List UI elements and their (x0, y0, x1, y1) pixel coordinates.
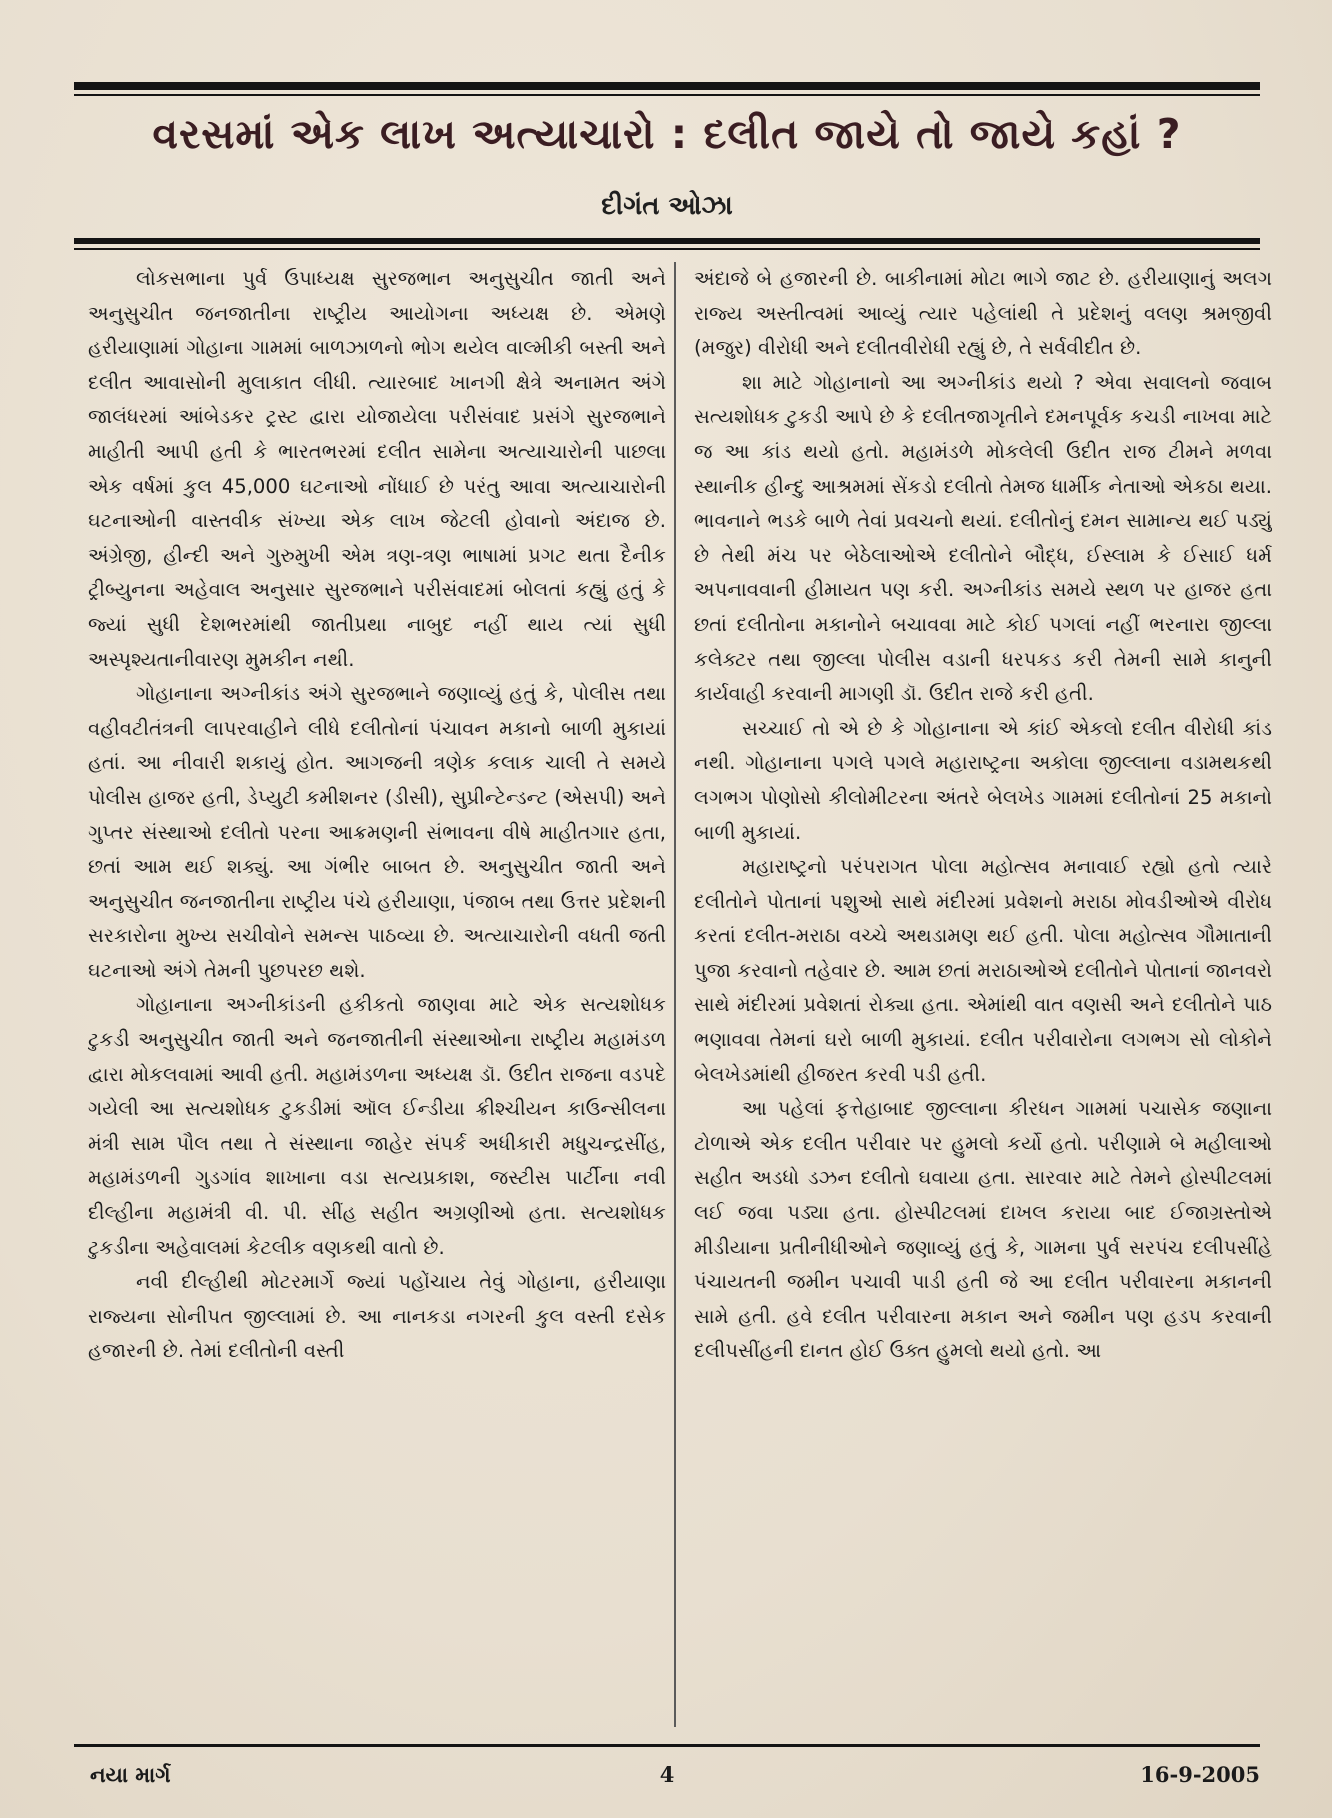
bottom-rule (74, 1744, 1260, 1747)
publication-name: નયા માર્ગ (90, 1763, 171, 1787)
mid-rule-thin (74, 248, 1260, 250)
mid-rule-thick (74, 238, 1260, 244)
right-column (694, 262, 1272, 1727)
issue-date: 16-9-2005 (1140, 1762, 1260, 1787)
paragraph: મહારાષ્ટ્રનો પરંપરાગત પોલા મહોત્સવ મનાવાઈ રહ્યો હતો ત્યારે દલીતોને પોતાનાં પશુઓ સાથે મંદીરમાં પ્રવેશનો મરાઠા મોવડીઓએ વીરોધ કરતાં દલીત-મરાઠા વચ્ચે અથડામણ થઈ હતી. પોલા મહોત્સવ ગૌમાતાની પુજા કરવાનો તહેવાર છે. આમ છતાં મરાઠાઓએ દલીતોને પોતાનાં જાનવરો સાથે મંદીરમાં પ્રવેશતાં રોક્યા હતા. એમાંથી વાત વણસી અને દલીતોને પાઠ ભણાવવા તેમનાં ઘરો બાળી મુકાયાં. દલીત પરીવારોના લગભગ સો લોકોને બેલખેડમાંથી હીજરત કરવી પડી હતી. (694, 855, 1272, 1086)
page-footer (74, 1755, 1260, 1795)
left-column (88, 262, 666, 1727)
paragraph: લોકસભાના પુર્વ ઉપાધ્યક્ષ સુરજભાન અનુસુચીત જાતી અને અનુસુચીત જનજાતીના રાષ્ટ્રીય આયોગના અધ્યક્ષ છે. એમણે હરીયાણામાં ગોહાના ગામમાં બાળઝાળનો ભોગ થયેલ વાલ્મીકી બસ્તી અને દલીત આવાસોની મુલાકાત લીધી. ત્યારબાદ ખાનગી ક્ષેત્રે અનામત અંગે જાલંધરમાં આંબેડકર ટ્રસ્ટ દ્વારા યોજાયેલા પરીસંવાદ પ્રસંગે સુરજભાને માહીતી આપી હતી કે ભારતભરમાં દલીત સામેના અત્યાચારોની પાછલા એક વર્ષમાં કુલ 45,000 ઘટનાઓ નોંધાઈ છે પરંતુ આવા અત્યાચારોની ઘટનાઓની વાસ્તવીક સંખ્યા એક લાખ જેટલી હોવાનો અંદાજ છે. અંગ્રેજી, હીન્દી અને ગુરુમુખી એમ ત્રણ-ત્રણ ભાષામાં પ્રગટ થતા દૈનીક ટ્રીબ્યુનના અહેવાલ અનુસાર સુરજભાને પરીસંવાદમાં બોલતાં કહ્યું હતું કે જ્યાં સુધી દેશભરમાંથી જાતીપ્રથા નાબુદ નહીં થાય ત્યાં સુધી અસ્પૃશ્યતાનીવારણ મુમકીન નથી. (88, 267, 666, 671)
paragraph: ગોહાનાના અગ્નીકાંડની હકીકતો જાણવા માટે એક સત્યશોધક ટુકડી અનુસુચીત જાતી અને જનજાતીની સંસ્થાઓના રાષ્ટ્રીય મહામંડળ દ્વારા મોકલવામાં આવી હતી. મહામંડળના અધ્યક્ષ ડૉ. ઉદીત રાજના વડપદે ગયેલી આ સત્યશોધક ટુકડીમાં ઑલ ઈન્ડીયા ક્રીશ્ચીયન કાઉન્સીલના મંત્રી સામ પૌલ તથા તે સંસ્થાના જાહેર સંપર્ક અધીકારી મધુચન્દ્રસીંહ, મહામંડળની ગુડગાંવ શાખાના વડા સત્યપ્રકાશ, જસ્ટીસ પાર્ટીના નવી દીલ્હીના મહામંત્રી વી. પી. સીંહ સહીત અગ્રણીઓ હતા. સત્યશોધક ટુકડીના અહેવાલમાં કેટલીક વણકથી વાતો છે. (88, 993, 666, 1259)
page-number: 4 (659, 1762, 675, 1787)
article-byline: દીગંત ઓઝા (601, 191, 733, 221)
paragraph: અંદાજે બે હજારની છે. બાકીનામાં મોટા ભાગે જાટ છે. હરીયાણાનું અલગ રાજ્ય અસ્તીત્વમાં આવ્યું ત્યાર પહેલાંથી તે પ્રદેશનું વલણ શ્રમજીવી (મજુર) વીરોધી અને દલીતવીરોધી રહ્યું છે, તે સર્વવીદીત છે. (694, 267, 1272, 360)
column-separator (674, 262, 676, 1727)
paragraph: નવી દીલ્હીથી મોટરમાર્ગે જ્યાં પહોંચાય તેવું ગોહાના, હરીયાણા રાજ્યના સોનીપત જીલ્લામાં છે. આ નાનકડા નગરની કુલ વસ્તી દસેક હજારની છે. તેમાં દલીતોની વસ્તી (88, 1270, 666, 1363)
paragraph: શા માટે ગોહાનાનો આ અગ્નીકાંડ થયો ? એવા સવાલનો જવાબ સત્યશોધક ટુકડી આપે છે કે દલીતજાગૃતીને દમનપૂર્વક કચડી નાખવા માટે જ આ કાંડ થયો હતો. મહામંડળે મોકલેલી ઉદીત રાજ ટીમને મળવા સ્થાનીક હીન્દુ આશ્રમમાં સેંકડો દલીતો તેમજ ધાર્મીક નેતાઓ એકઠા થયા. ભાવનાને ભડકે બાળે તેવાં પ્રવચનો થયાં. દલીતોનું દમન સામાન્ય થઈ પડ્યું છે તેથી મંચ પર બેઠેલાઓએ દલીતોને બૌદ્ધ, ઈસ્લામ કે ઈસાઈ ધર્મ અપનાવવાની હીમાયત પણ કરી. અગ્નીકાંડ સમયે સ્થળ પર હાજર હતા છતાં દલીતોના મકાનોને બચાવવા માટે કોઈ પગલાં નહીં ભરનારા જીલ્લા કલેક્ટર તથા જીલ્લા પોલીસ વડાની ધરપકડ કરી તેમની સામે કાનુની કાર્યવાહી કરવાની માગણી ડૉ. ઉદીત રાજે કરી હતી. (694, 370, 1272, 706)
paragraph: સચ્ચાઈ તો એ છે કે ગોહાનાના એ કાંઈ એકલો દલીત વીરોધી કાંડ નથી. ગોહાનાના પગલે પગલે મહારાષ્ટ્રના અકોલા જીલ્લાના વડામથકથી લગભગ પોણોસો કીલોમીટરના અંતરે બેલખેડ ગામમાં દલીતોનાં 25 મકાનો બાળી મુકાયાં. (694, 716, 1272, 844)
top-rule-thin (74, 94, 1260, 96)
article-headline: વરસમાં એક લાખ અત્યાચારો : દલીત જાયે તો જાયે કહાં ? (152, 110, 1182, 158)
paragraph: આ પહેલાં ફત્તેહાબાદ જીલ્લાના કીરધન ગામમાં પચાસેક જણાના ટોળાએ એક દલીત પરીવાર પર હુમલો કર્યો હતો. પરીણામે બે મહીલાઓ સહીત અડધો ડઝન દલીતો ઘવાયા હતા. સારવાર માટે તેમને હોસ્પીટલમાં લઈ જવા પડ્યા હતા. હોસ્પીટલમાં દાખલ કરાયા બાદ ઈજાગ્રસ્તોએ મીડીયાના પ્રતીનીધીઓને જણાવ્યું હતું કે, ગામના પુર્વ સરપંચ દલીપસીંહે પંચાયતની જમીન પચાવી પાડી હતી જે આ દલીત પરીવારના મકાનની સામે હતી. હવે દલીત પરીવારના મકાન અને જમીન પણ હડપ કરવાની દલીપસીંહની દાનત હોઈ ઉક્ત હુમલો થયો હતો. આ (694, 1097, 1272, 1363)
top-rule-thick (74, 82, 1260, 90)
paragraph: ગોહાનાના અગ્નીકાંડ અંગે સુરજભાને જણાવ્યું હતું કે, પોલીસ તથા વહીવટીતંત્રની લાપરવાહીને લીધે દલીતોનાં પંચાવન મકાનો બાળી મુકાયાં હતાં. આ નીવારી શકાયું હોત. આગજની ત્રણેક કલાક ચાલી તે સમયે પોલીસ હાજર હતી, ડેપ્યુટી કમીશનર (ડીસી), સુપ્રીન્ટેન્ડન્ટ (એસપી) અને ગુપ્તર સંસ્થાઓ દલીતો પરના આક્રમણની સંભાવના વીષે માહીતગાર હતા, છતાં આમ થઈ શક્યું. આ ગંભીર બાબત છે. અનુસુચીત જાતી અને અનુસુચીત જનજાતીના રાષ્ટ્રીય પંચે હરીયાણા, પંજાબ તથા ઉત્તર પ્રદેશની સરકારોના મુખ્ય સચીવોને સમન્સ પાઠવ્યા છે. અત્યાચારોની વધતી જતી ઘટનાઓ અંગે તેમની પુછપરછ થશે. (88, 682, 666, 982)
